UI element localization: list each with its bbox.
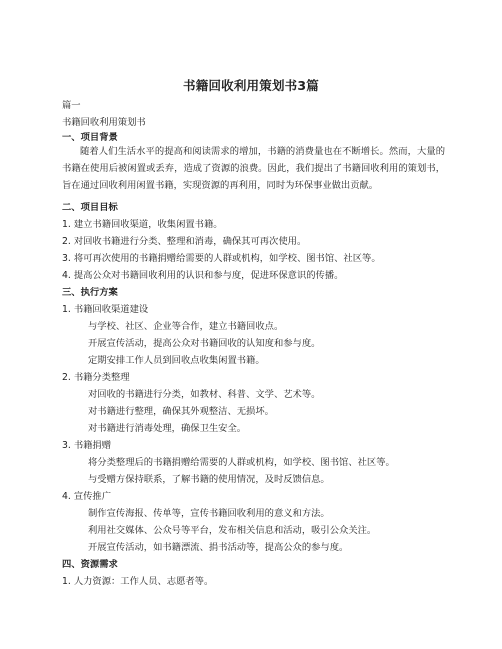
section-heading-plan: 三、执行方案 <box>62 287 118 298</box>
part-label: 篇一 <box>62 100 81 111</box>
plan-line: 与学校、社区、企业等合作，建立书籍回收点。 <box>88 321 284 332</box>
plan-line: 定期安排工作人员到回收点收集闲置书籍。 <box>88 355 265 366</box>
plan-line: 开展宣传活动，如书籍漂流、捐书活动等，提高公众的参与度。 <box>88 542 349 553</box>
plan-group-title: 3. 书籍捐赠 <box>62 440 112 451</box>
plan-line: 利用社交媒体、公众号等平台，发布相关信息和活动，吸引公众关注。 <box>88 525 377 536</box>
plan-line: 制作宣传海报、传单等，宣传书籍回收利用的意义和方法。 <box>88 508 330 519</box>
resource-item: 1. 人力资源：工作人员、志愿者等。 <box>62 576 214 587</box>
plan-group-title: 2. 书籍分类整理 <box>62 372 130 383</box>
plan-line: 与受赠方保持联系，了解书籍的使用情况，及时反馈信息。 <box>88 474 330 485</box>
goal-item: 3. 将可再次使用的书籍捐赠给需要的人群或机构，如学校、图书馆、社区等。 <box>62 253 381 264</box>
plan-line: 对书籍进行整理，确保其外观整洁、无损坏。 <box>88 406 274 417</box>
plan-line: 对书籍进行消毒处理，确保卫生安全。 <box>88 423 247 434</box>
goal-item: 1. 建立书籍回收渠道，收集闲置书籍。 <box>62 219 223 230</box>
goal-item: 2. 对回收书籍进行分类、整理和消毒，确保其可再次使用。 <box>62 236 307 247</box>
plan-line: 对回收的书籍进行分类，如教材、科普、文学、艺术等。 <box>88 389 321 400</box>
document-title: 书籍回收利用策划书3篇 <box>183 78 319 93</box>
goal-item: 4. 提高公众对书籍回收利用的认识和参与度，促进环保意识的传播。 <box>62 270 344 281</box>
plan-line: 将分类整理后的书籍捐赠给需要的人群或机构，如学校、图书馆、社区等。 <box>88 457 395 468</box>
plan-group-title: 1. 书籍回收渠道建设 <box>62 304 149 315</box>
plan-group-title: 4. 宣传推广 <box>62 491 112 502</box>
background-paragraph: 随着人们生活水平的提高和阅读需求的增加，书籍的消费量也在不断增长。然而，大量的书籍在使用后被闲置或丢弃，造成了资源的浪费。因此，我们提出了书籍回收利用的策划书，旨在通过回收利用闲置书籍，实现资源的再利用，同时为环保事业做出贡献。 <box>62 146 445 191</box>
section-heading-background: 一、项目背景 <box>62 132 118 143</box>
section-heading-goals: 二、项目目标 <box>62 202 118 213</box>
plan-line: 开展宣传活动，提高公众对书籍回收的认知度和参与度。 <box>88 338 321 349</box>
document-subtitle: 书籍回收利用策划书 <box>62 117 146 128</box>
section-heading-resources: 四、资源需求 <box>62 559 118 570</box>
